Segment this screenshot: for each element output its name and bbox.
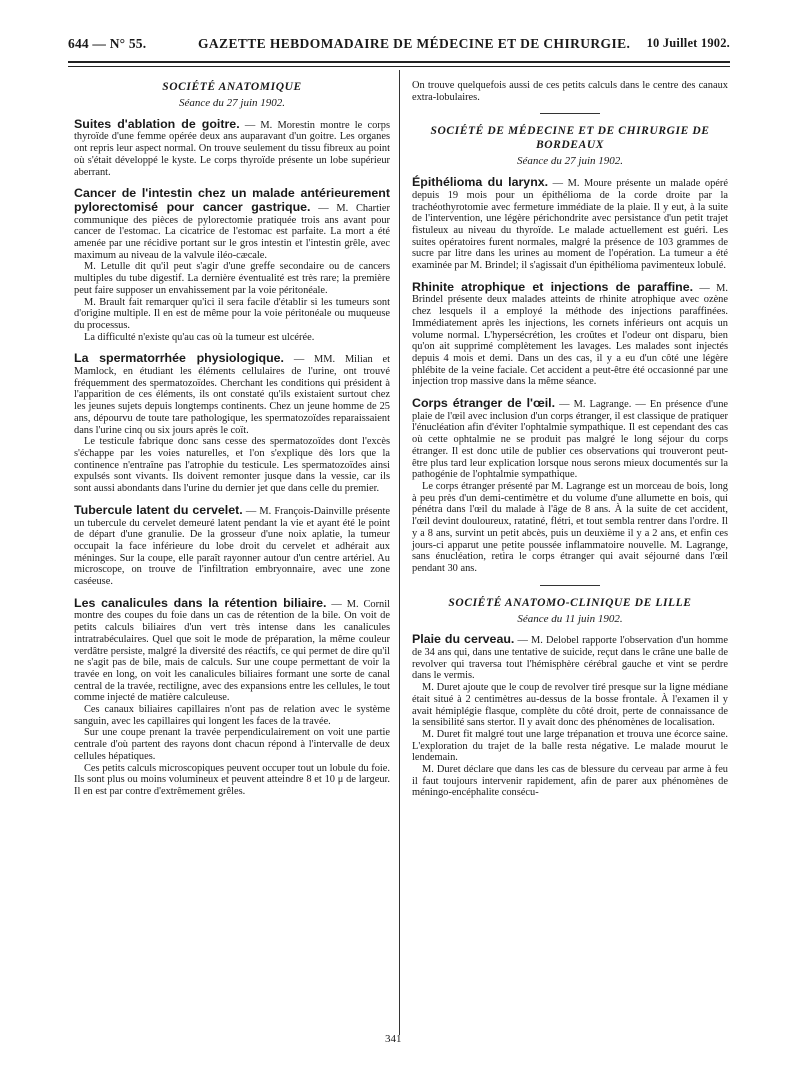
article-paragraph — [74, 118, 390, 179]
article-title: Corps étranger de l'œil. — [412, 396, 556, 411]
article-paragraph: M. Brault fait remarquer qu'ici il sera facile d'établir si les tumeurs sont d'origine multiple. Il en est de même pour la voie péritonéale ou muqueuse du processus. — [74, 296, 390, 331]
page-issue-number: 644 — N° 55. — [68, 36, 147, 51]
issue-date: 10 Juillet 1902. — [646, 36, 730, 50]
article — [412, 176, 728, 272]
article-text: — M. François-Dainville présente un tubercule du cervelet demeuré latent pendant la vie et ayant été le point de départ d'une granulie. De la grosseur d'une noix aplatie, la tumeur occupait la face inférieure du lobe droit du cervelet et adhérait aux méninges. Sur la coupe, elle paraît rayonner autour d'un centre artériel. Au microscope, on trouve de l'infiltration embryonnaire, avec une zone caséeuse. — [74, 505, 390, 588]
article-title: Tubercule latent du cervelet. — [74, 502, 243, 517]
article-title: Suites d'ablation de goitre. — [74, 116, 240, 131]
session-date: Séance du 27 juin 1902. — [516, 155, 623, 168]
article — [74, 118, 390, 179]
article — [74, 352, 390, 494]
article — [412, 281, 728, 388]
article-paragraph — [412, 397, 728, 481]
article-title: Épithélioma du larynx. — [412, 175, 549, 190]
article-text: — M. Cornil montre des coupes du foie dans un cas de rétention de la bile. On voit de petits calculs biliaires d'un vert très intense dans les canalicules intratrabéculaires. Quel que soit le mode de préparation, la même couleur verdâtre persiste, malgré la diversité des réactifs, ce qui permet de dire qu'il ne s'agit pas de bile, mais de calculs. Sur une coupe permettant de voir la travée en long, on voit les canalicules biliaires formant une sorte de canal central de la travée, rectiligne, avec des expansions entre les cellules, le tout comme injecté de matière calculeuse. — [74, 598, 390, 704]
article-paragraph — [74, 352, 390, 436]
article-paragraph: M. Letulle dit qu'il peut s'agir d'une greffe secondaire ou de cancers multiples du tube digestif. La dernière éventualité est très rare; la première peut faire supposer un envahissement par la voie péritonéale. — [74, 261, 390, 296]
article — [74, 187, 390, 343]
right-articles-lille — [412, 633, 728, 799]
session-date: Séance du 11 juin 1902. — [517, 612, 623, 625]
section-separator — [540, 585, 600, 586]
article-text: — M. Chartier communique des pièces de pylorectomie pratiquée trois ans avant pour cancer de l'estomac. La cicatrice de l'estomac est parfaite. La mort a été amenée par une récidive portant sur le gros intestin et l'intestin grêle, avec maximum au niveau de la valvule iléo-cæcale. — [74, 202, 390, 261]
header-rule-thick — [68, 61, 730, 63]
article-text: — M. Morestin montre le corps thyroïde d'une femme opérée deux ans auparavant d'un goitre. Les organes ont repris leur aspect normal. On trouve seulement du tissu fibreux au point où s'était développé le kyste. Le corps thyroïde présente un lobe supérieur aberrant. — [74, 119, 390, 178]
article-paragraph: Ces petits calculs microscopiques peuvent occuper tout un lobule du foie. Ils sont plus ou moins volumineux et peuvent atteindre 8 et 10 μ de largeur. Il en est par contre d'extrêmement grêles. — [74, 762, 390, 797]
article-title: Rhinite atrophique et injections de paraffine. — [412, 279, 694, 294]
article-text: — MM. Milian et Mamlock, en étudiant les éléments cellulaires de l'urine, ont trouvé fréquemment des spermatozoïdes. Cherchant les conditions qui président à l'apparition de ces éléments, ils ont constaté qu'ils existaient surtout chez les jeunes sujets depuis longtemps continents. Chez un jeune homme de 25 ans, dépourvu de toute tare pathologique, les spermatozoïdes reparaissaient dans l'urine cinq ou six jours après le coït. — [74, 354, 390, 436]
society-heading: SOCIÉTÉ DE MÉDECINE ET DE CHIRURGIE DE BORDEAUX — [430, 125, 710, 152]
running-header — [68, 36, 730, 56]
section-separator — [540, 113, 600, 114]
article-paragraph: Le testicule fabrique donc sans cesse des spermatozoïdes dont l'excès s'échappe par les voies naturelles, et l'on s'explique dès lors que la continence n'entraîne pas l'atrophie du testicule. Les spermatozoïdes ainsi expulsés sont vivants. Ils doivent remonter jusque dans la vessie, car ils sont aussi abondants dans l'urine du dernier jet que dans celle du premier. — [74, 436, 390, 495]
page-number: 341 — [385, 1033, 402, 1045]
article-title: Plaie du cerveau. — [412, 632, 515, 647]
article-title: Les canalicules dans la rétention biliaire. — [74, 595, 327, 610]
right-articles-bordeaux — [412, 176, 728, 575]
article — [412, 397, 728, 575]
article — [74, 504, 390, 588]
session-date: Séance du 27 juin 1902. — [178, 97, 285, 109]
society-heading: SOCIÉTÉ ANATOMIQUE — [162, 81, 302, 93]
article-title: La spermatorrhée physiologique. — [74, 351, 284, 366]
left-column — [74, 80, 390, 807]
article-paragraph: Le corps étranger présenté par M. Lagrange est un morceau de bois, long à peu près d'un demi-centimètre et du volume d'une allumette en bois, qui pénétra dans l'œil du malade à l'âge de 8 ans. À la suite de cet accident, l'œil devint douloureux, ratatiné, flétri, et tout sembla rentrer dans l'ordre. Il y a 8 ans, survint un petit abcès, puis un deuxième il y a 2 ans, et enfin ces jours-ci apparut une petite poussée inflammatoire nouvelle. M. Lagrange, sans énucléation, retira le corps étranger qui avait séjourné dans l'œil pendant 30 ans. — [412, 480, 728, 574]
article-paragraph — [412, 281, 728, 388]
left-articles — [74, 118, 390, 798]
article-title: Cancer de l'intestin chez un malade antérieurement pylorectomisé pour cancer gastrique. — [74, 186, 390, 214]
article-paragraph: Ces canaux biliaires capillaires n'ont pas de relation avec le système sanguin, avec les capillaires qui longent les faces de la travée. — [74, 704, 390, 727]
article — [74, 597, 390, 798]
journal-title: GAZETTE HEBDOMADAIRE DE MÉDECINE ET DE CHIRURGIE. — [198, 36, 631, 51]
society-heading: SOCIÉTÉ ANATOMO-CLINIQUE DE LILLE — [448, 596, 692, 609]
article-text: — M. Moure présente un malade opéré depuis 19 mois pour un épithélioma de la corde droite par la trachéothyrotomie avec fermeture immédiate de la plaie. Il y eut, à la suite de l'intervention, une légère périchondrite avec persistance d'un petit trajet fistuleux au niveau du thyroïde. Le malade actuellement est guéri. Les suites opératoires furent normales, malgré la présence de 103 grammes de sucre par litre dans les urines au moment de l'opération. La tumeur a été examinée par M. Brindel; il s'agissait d'un épithélioma pavimenteux lobulé. — [412, 178, 728, 272]
article-text: — M. Delobel rapporte l'observation d'un homme de 34 ans qui, dans une tentative de suicide, reçut dans le crâne une balle de revolver qui traversa tout l'hémisphère cérébral gauche et vint se perdre dans le vermis. — [412, 635, 728, 682]
column-divider — [399, 70, 400, 1035]
article-paragraph: Sur une coupe prenant la travée perpendiculairement on voit une partie centrale d'où partent des rayons dont chacun répond à l'intervalle de deux cellules hépatiques. — [74, 727, 390, 762]
continued-paragraph: On trouve quelquefois aussi de ces petits calculs dans le centre des canaux extra-lobulaires. — [412, 80, 728, 103]
article-paragraph: M. Duret fit malgré tout une large trépanation et trouva une écorce saine. L'exploration du trajet de la balle resta négative. Le malade mourut le lendemain. — [412, 728, 728, 764]
article-paragraph — [412, 633, 728, 682]
article — [412, 633, 728, 799]
article-paragraph — [74, 187, 390, 261]
article-text: — M. Lagrange. — En présence d'une plaie de l'œil avec inclusion d'un corps étranger, il est classique de pratiquer l'énucléation afin d'éviter l'ophtalmie sympathique. Il est cependant des cas où cette ophtalmie ne se produit pas malgré le long séjour du corps étranger. Il est donc utile de publier ces observations qui trouveront peut-être plus tard leur explication lorsque nous serons mieux documentés sur la pathogénie de l'ophtalmie sympathique. — [412, 399, 729, 481]
article-paragraph: La difficulté n'existe qu'au cas où la tumeur est ulcérée. — [84, 331, 315, 343]
article-paragraph: M. Duret déclare que dans les cas de blessure du cerveau par arme à feu il faut toujours intervenir rapidement, afin de parer aux phénomènes de méningo-encéphalite consécu- — [412, 764, 728, 799]
article-paragraph — [412, 176, 728, 272]
article-paragraph — [74, 504, 390, 588]
header-rule-thin — [68, 66, 730, 67]
article-paragraph — [74, 597, 390, 704]
right-column — [412, 80, 728, 808]
article-text: — M. Brindel présente deux malades atteints de rhinite atrophique avec ozène chez lesquels il a employé la méthode des injections paraffinées. Immédiatement après les injections, les cornets inférieurs ont acquis un volume normal. L'hypersécrétion, les croûtes et l'odeur ont disparu, bien qu'on ait supprimé complètement les lavages. Les malades sont injectés depuis 4 mois et demi. Dans un des cas, il y a eu d'un côté une légère phlébite de la veine faciale. Cet accident a peut-être été occasionné par une injection trop massive dans la même séance. — [412, 282, 728, 388]
article-paragraph: M. Duret ajoute que le coup de revolver tiré presque sur la ligne médiane était situé à 2 centimètres au-dessus de la bosse frontale. À l'examen il y avait hémiplégie flasque, complète du côté droit, perte de connaissance de la sensibilité sans stertor. Il y avait donc des phénomènes de localisation. — [412, 682, 728, 729]
